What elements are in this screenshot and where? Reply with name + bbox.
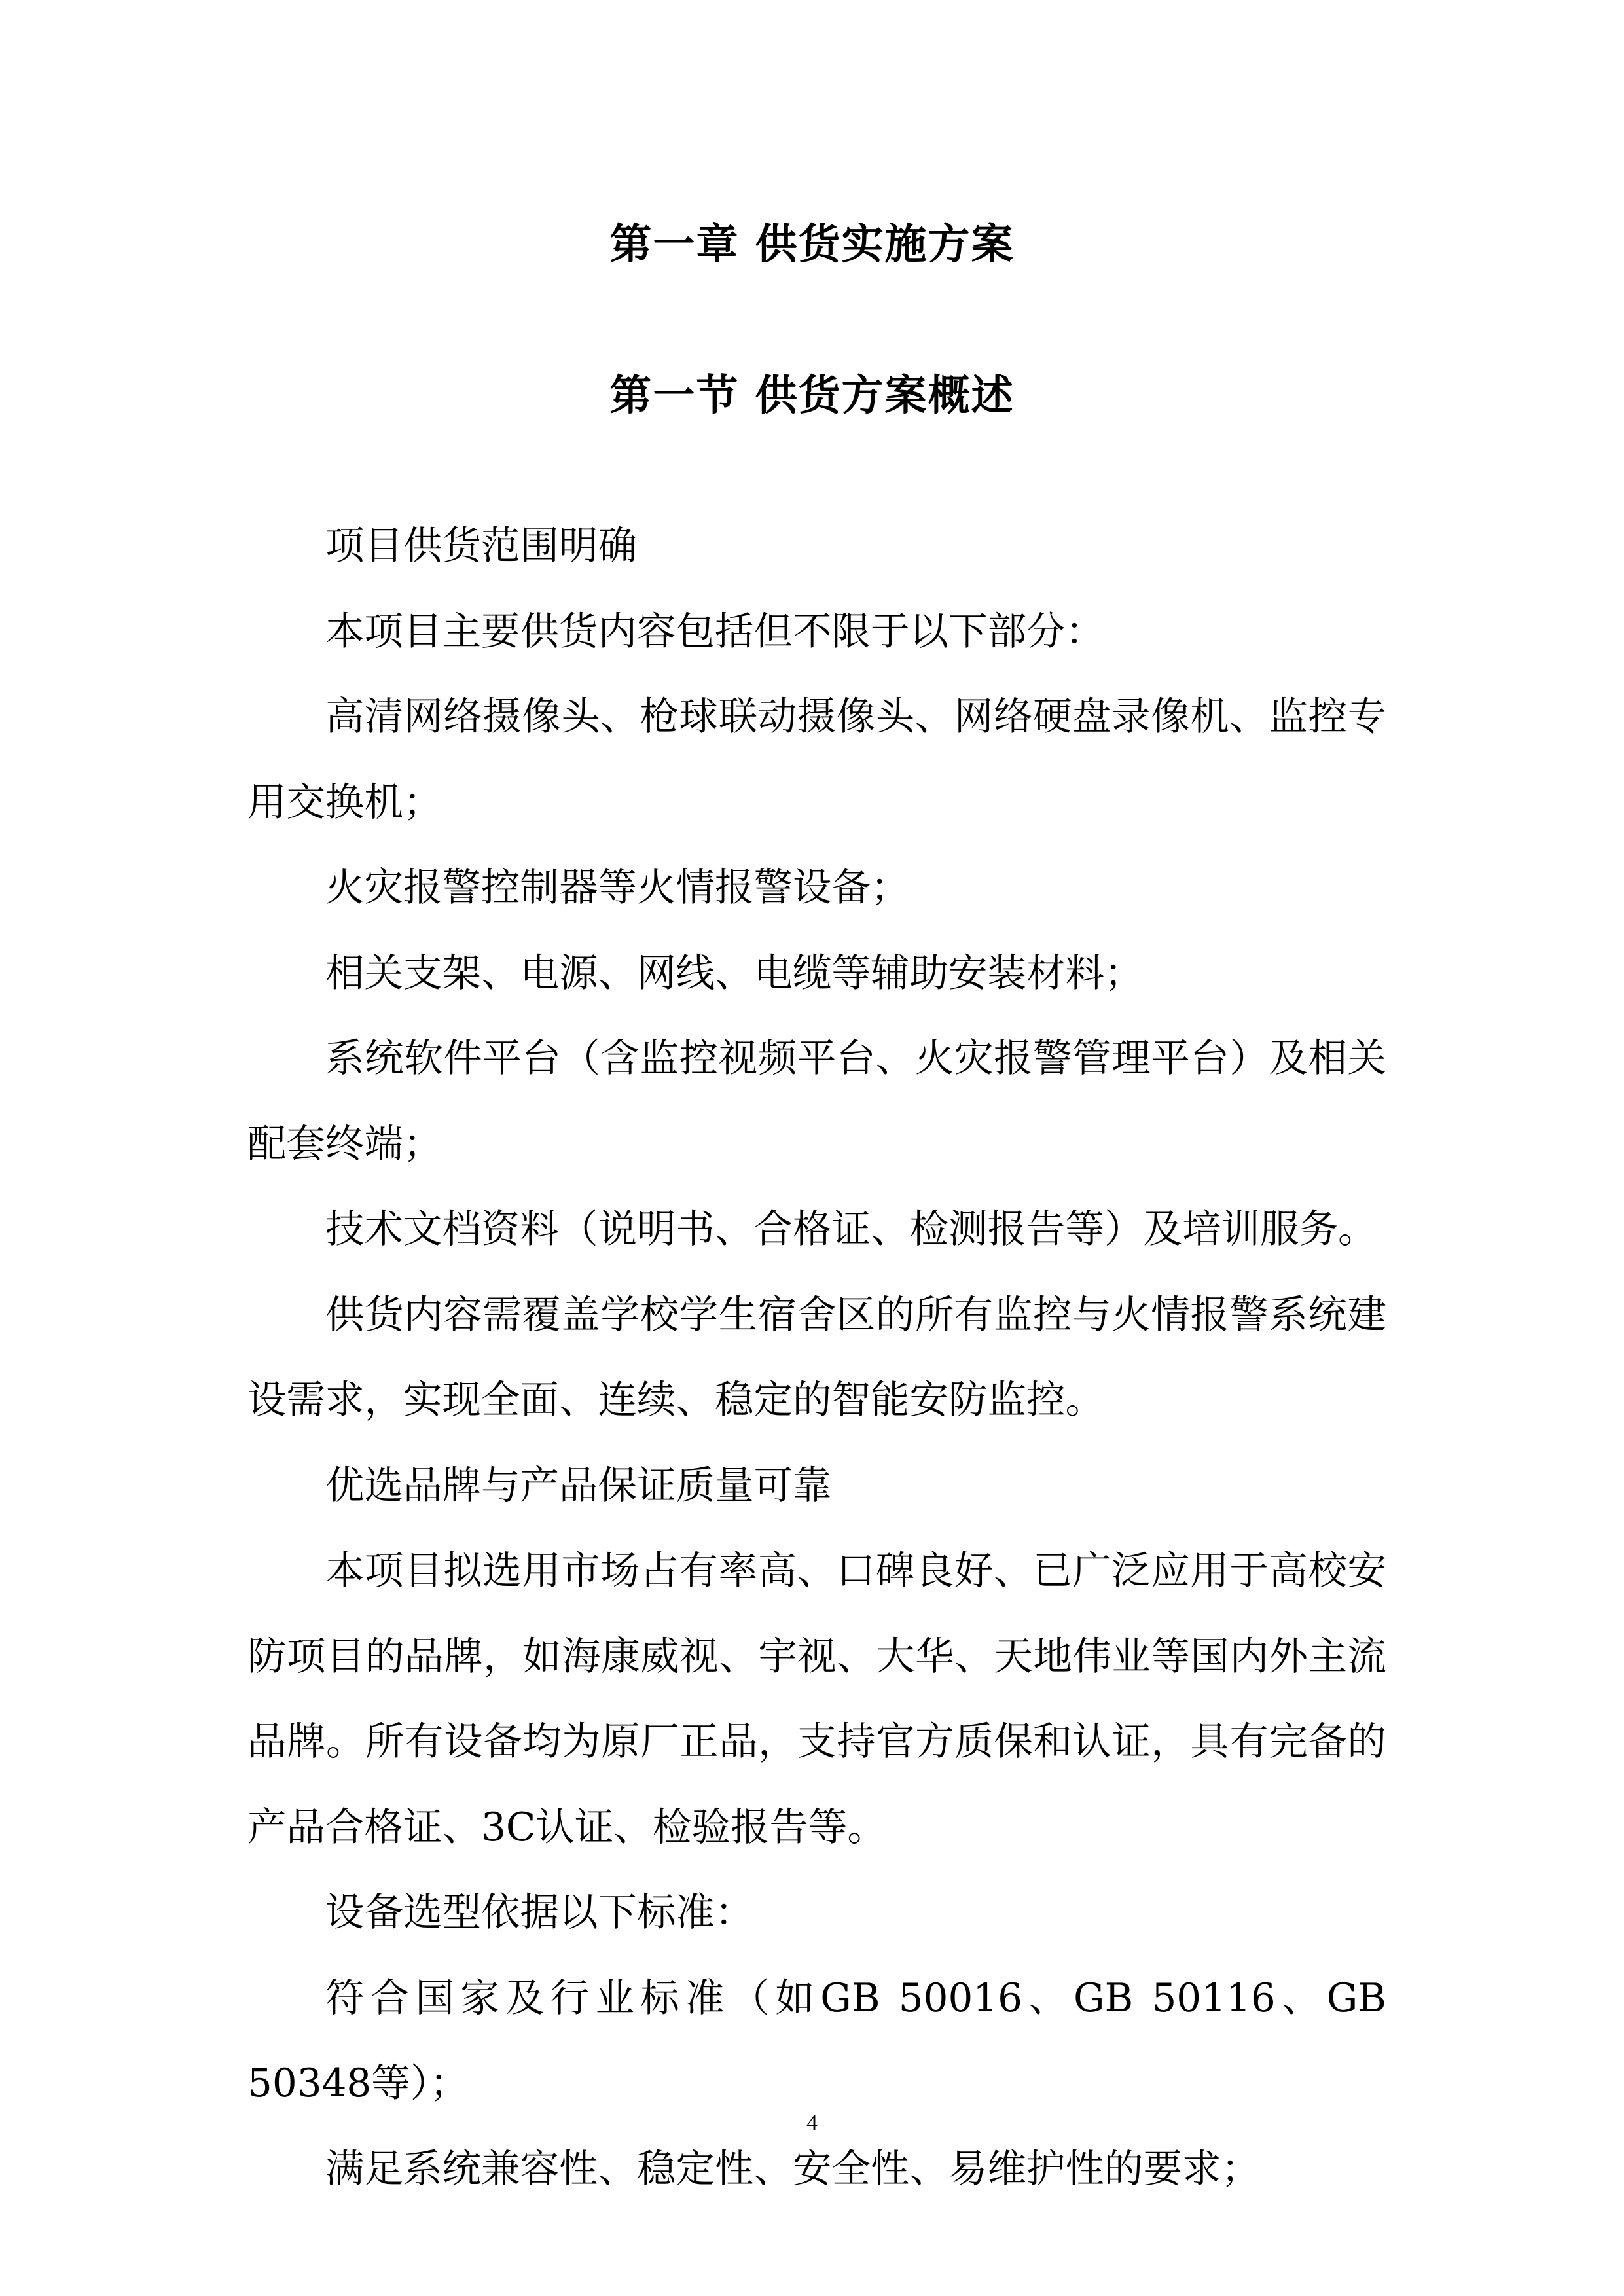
paragraph-scope-intro: 本项目主要供货内容包括但不限于以下部分： xyxy=(325,609,1104,655)
paragraph-criteria-intro: 设备选型依据以下标准： xyxy=(325,1890,754,1935)
paragraph-item-fire-alarm: 火灾报警控制器等火情报警设备； xyxy=(325,865,910,910)
body-text xyxy=(247,504,1386,2212)
paragraph-item-materials: 相关支架、电源、网线、电缆等辅助安装材料； xyxy=(325,950,1144,996)
paragraph-coverage: 供货内容需覆盖学校学生宿舍区的所有监控与火情报警系统建设需求，实现全面、连续、稳定的智能安防监控。 xyxy=(247,1292,1386,1423)
paragraph-item-docs: 技术文档资料（说明书、合格证、检测报告等）及培训服务。 xyxy=(325,1207,1377,1252)
chapter-title: 第一章 供货实施方案 xyxy=(609,221,1015,269)
section-title: 第一节 供货方案概述 xyxy=(609,372,1015,420)
paragraph-criteria-standards: 符合国家及行业标准（如GB 50016、GB 50116、GB 50348等）； xyxy=(247,1975,1386,2106)
paragraph-item-cameras: 高清网络摄像头、枪球联动摄像头、网络硬盘录像机、监控专用交换机； xyxy=(247,694,1386,825)
paragraph-brand-heading: 优选品牌与产品保证质量可靠 xyxy=(325,1463,832,1509)
paragraph-criteria-requirements: 满足系统兼容性、稳定性、安全性、易维护性的要求； xyxy=(325,2146,1260,2192)
page-number: 4 xyxy=(806,2111,818,2135)
paragraph-scope-heading: 项目供货范围明确 xyxy=(325,524,637,569)
paragraph-item-software: 系统软件平台（含监控视频平台、火灾报警管理平台）及相关配套终端； xyxy=(247,1036,1386,1167)
paragraph-brands: 本项目拟选用市场占有率高、口碑良好、已广泛应用于高校安防项目的品牌，如海康威视、宇视、大华、天地伟业等国内外主流品牌。所有设备均为原厂正品，支持官方质保和认证，具有完备的产品合格证、3C认证、检验报告等。 xyxy=(247,1549,1386,1850)
